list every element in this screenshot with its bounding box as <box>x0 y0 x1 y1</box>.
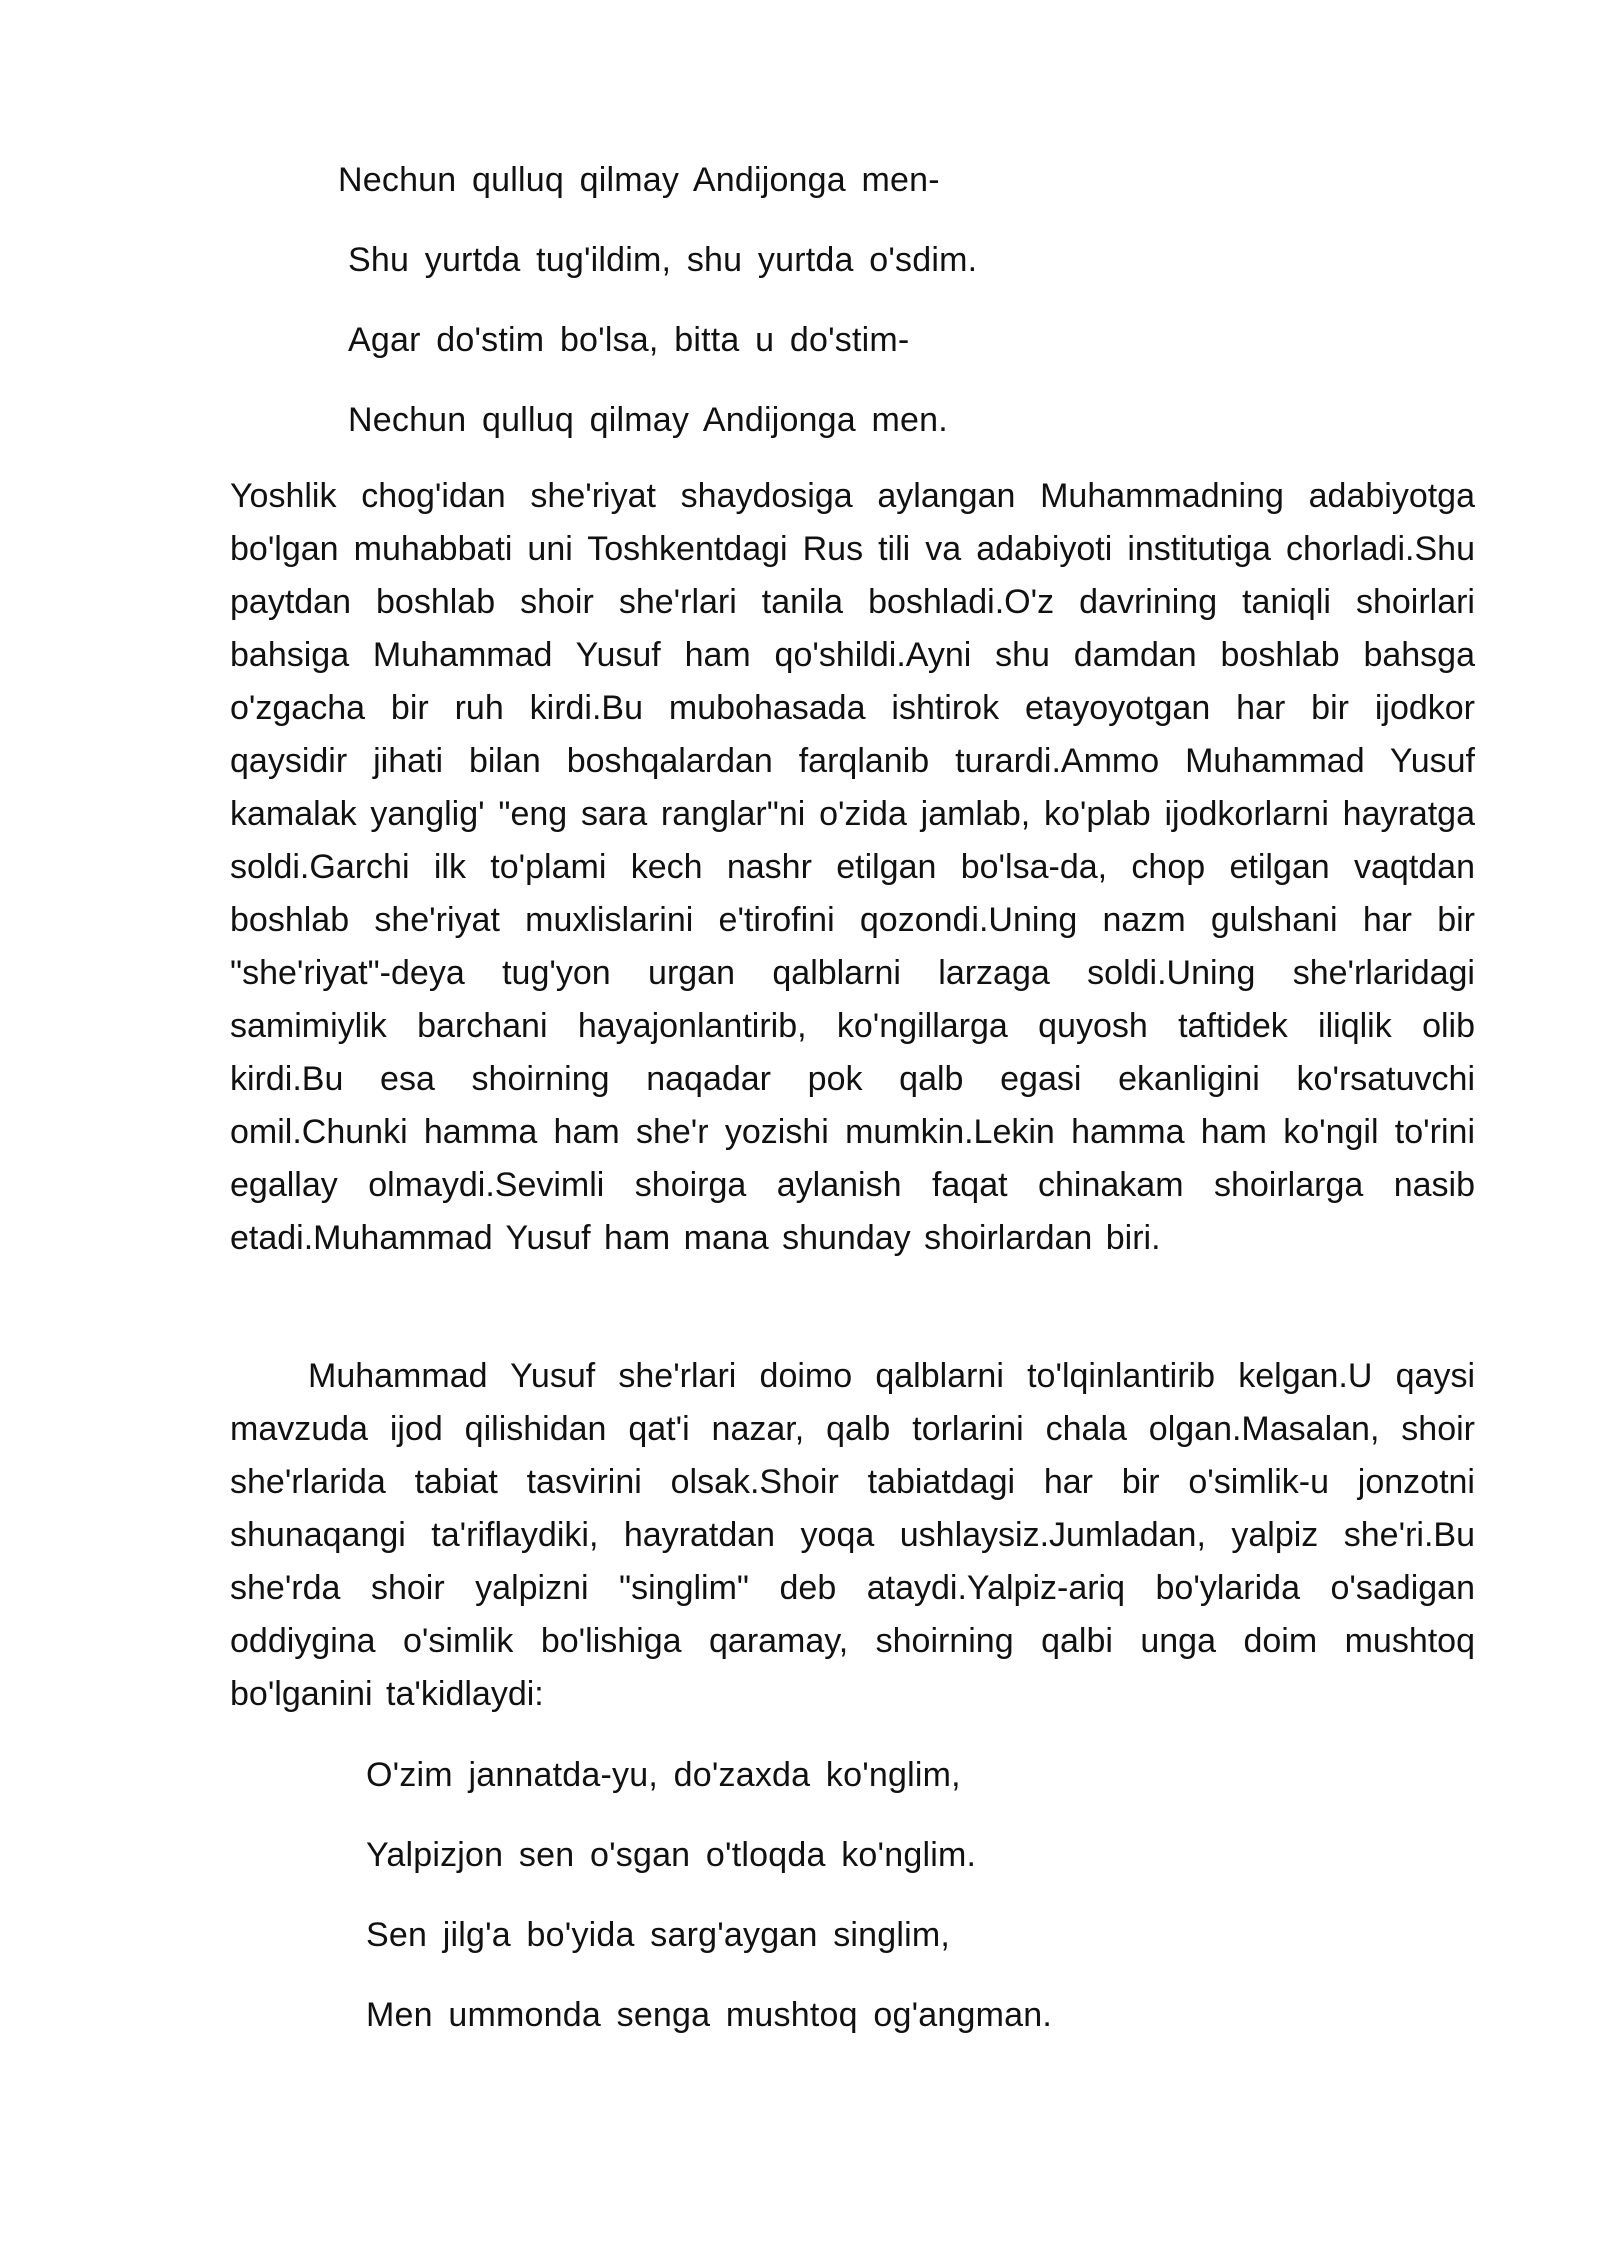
verse-line: Yalpizjon sen o'sgan o'tloqda ko'nglim. <box>366 1836 977 1874</box>
verse-line: Nechun qulluq qilmay Andijonga men. <box>348 401 948 439</box>
verse-line: Agar do'stim bo'lsa, bitta u do'stim- <box>348 321 910 359</box>
body-paragraph-2: Muhammad Yusuf she'rlari doimo qalblarni to'lqinlantirib kelgan.U qaysi mavzuda ijod qilishidan qat'i nazar, qalb torlarini chala olgan.Masalan, shoir she'rlarida tabiat tasvirini olsak.Shoir tabiatdagi har bir o'simlik-u jonzotni shunaqangi ta'riflaydiki, hayratdan yoqa ushlaysiz.Jumladan, yalpiz she'ri.Bu she'rda shoir yalpizni "singlim" deb ataydi.Yalpiz-ariq bo'ylarida o'sadigan oddiygina o'simlik bo'lishiga qaramay, shoirning qalbi unga doim mushtoq bo'lganini ta'kidlaydi: <box>230 1357 1475 1713</box>
verse-line: Men ummonda senga mushtoq og'angman. <box>366 1996 1052 2034</box>
verse-stanza-andijon <box>338 140 977 460</box>
verse-line: Nechun qulluq qilmay Andijonga men- <box>338 161 940 199</box>
verse-line: Sen jilg'a bo'yida sarg'aygan singlim, <box>366 1916 951 1954</box>
body-paragraph-1: Yoshlik chog'idan she'riyat shaydosiga aylangan Muhammadning adabiyotga bo'lgan muhabbati uni Toshkentdagi Rus tili va adabiyoti institutiga chorladi.Shu paytdan boshlab shoir she'rlari tanila boshladi.O'z davrining taniqli shoirlari bahsiga Muhammad Yusuf ham qo'shildi.Ayni shu damdan boshlab bahsga o'zgacha bir ruh kirdi.Bu mubohasada ishtirok etayoyotgan har bir ijodkor qaysidir jihati bilan boshqalardan farqlanib turardi.Ammo Muhammad Yusuf kamalak yanglig' "eng sara ranglar"ni o'zida jamlab, ko'plab ijodkorlarni hayratga soldi.Garchi ilk to'plami kech nashr etilgan bo'lsa-da, chop etilgan vaqtdan boshlab she'riyat muxlislarini e'tirofini qozondi.Uning nazm gulshani har bir "she'riyat"-deya tug'yon urgan qalblarni larzaga soldi.Uning she'rlaridagi samimiylik barchani hayajonlantirib, ko'ngillarga quyosh taftidek iliqlik olib kirdi.Bu esa shoirning naqadar pok qalb egasi ekanligini ko'rsatuvchi omil.Chunki hamma ham she'r yozishi mumkin.Lekin hamma ham ko'ngil to'rini egallay olmaydi.Sevimli shoirga aylanish faqat chinakam shoirlarga nasib etadi.Muhammad Yusuf ham mana shunday shoirlardan biri. <box>230 477 1475 1257</box>
verse-stanza-yalpiz <box>366 1735 1052 2055</box>
verse-line: Shu yurtda tug'ildim, shu yurtda o'sdim. <box>348 241 978 279</box>
verse-line: O'zim jannatda-yu, do'zaxda ko'nglim, <box>366 1756 961 1794</box>
